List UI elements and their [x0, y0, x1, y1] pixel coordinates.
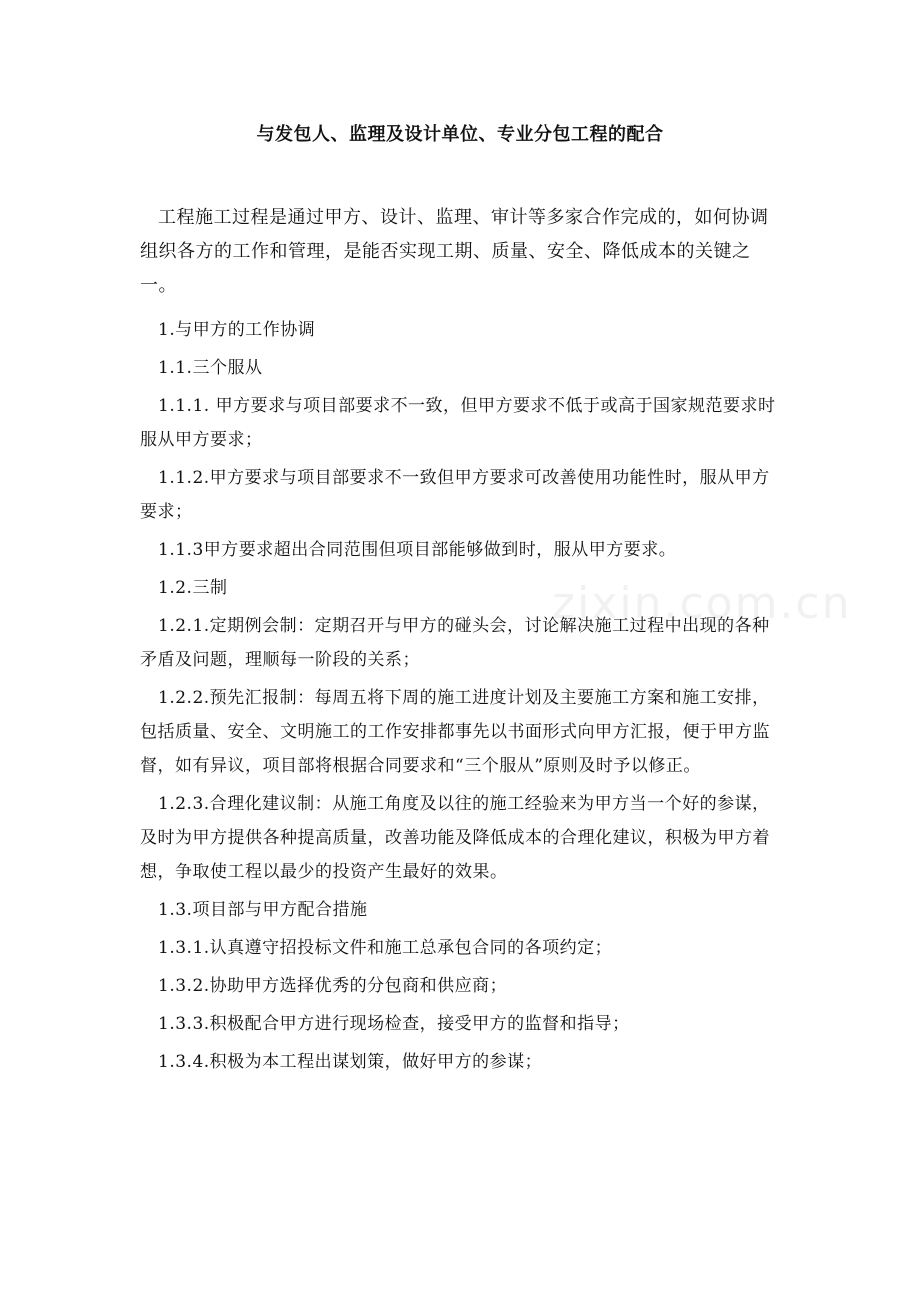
heading-1: 1.与甲方的工作协调: [158, 320, 316, 340]
heading-1-3: 1.3.项目部与甲方配合措施: [158, 900, 368, 920]
paragraph-1-3-2: 1.3.2.协助甲方选择优秀的分包商和供应商；: [158, 976, 508, 996]
heading-1-1: 1.1.三个服从: [158, 358, 263, 378]
heading-1-2: 1.2.三制: [158, 578, 228, 598]
document-title: 与发包人、监理及设计单位、专业分包工程的配合: [256, 124, 664, 145]
paragraph-1-1-2: 1.1.2.甲方要求与项目部要求不一致但甲方要求可改善使用功能性时，服从甲方要求；: [140, 468, 770, 522]
paragraph-1-2-2: 1.2.2.预先汇报制：每周五将下周的施工进度计划及主要施工方案和施工安排，包括质量、安全、文明施工的工作安排都事先以书面形式向甲方汇报，便于甲方监督，如有异议，项目部将根据合同要求和“三个服从”原则及时予以修正。: [140, 688, 770, 776]
document-body: [140, 313, 780, 1083]
intro-paragraph: 工程施工过程是通过甲方、设计、监理、审计等多家合作完成的，如何协调组织各方的工作和管理，是能否实现工期、质量、安全、降低成本的关键之一。: [140, 207, 769, 296]
paragraph-1-3-4: 1.3.4.积极为本工程出谋划策，做好甲方的参谋；: [158, 1052, 543, 1072]
paragraph-1-3-3: 1.3.3.积极配合甲方进行现场检查，接受甲方的监督和指导；: [158, 1014, 630, 1034]
paragraph-1-1-1: 1.1.1. 甲方要求与项目部要求不一致，但甲方要求不低于或高于国家规范要求时服从甲方要求；: [140, 396, 776, 450]
paragraph-1-1-3: 1.1.3甲方要求超出合同范围但项目部能够做到时，服从甲方要求。: [158, 540, 677, 560]
paragraph-1-2-1: 1.2.1.定期例会制：定期召开与甲方的碰头会，讨论解决施工过程中出现的各种矛盾及问题，理顺每一阶段的关系；: [140, 616, 770, 670]
watermark-text: zixin.com.cn: [552, 578, 852, 629]
paragraph-1-3-1: 1.3.1.认真遵守招投标文件和施工总承包合同的各项约定；: [158, 938, 613, 958]
paragraph-1-2-3: 1.2.3.合理化建议制：从施工角度及以往的施工经验来为甲方当一个好的参谋，及时为甲方提供各种提高质量，改善功能及降低成本的合理化建议，积极为甲方着想，争取使工程以最少的投资产生最好的效果。: [140, 794, 770, 882]
